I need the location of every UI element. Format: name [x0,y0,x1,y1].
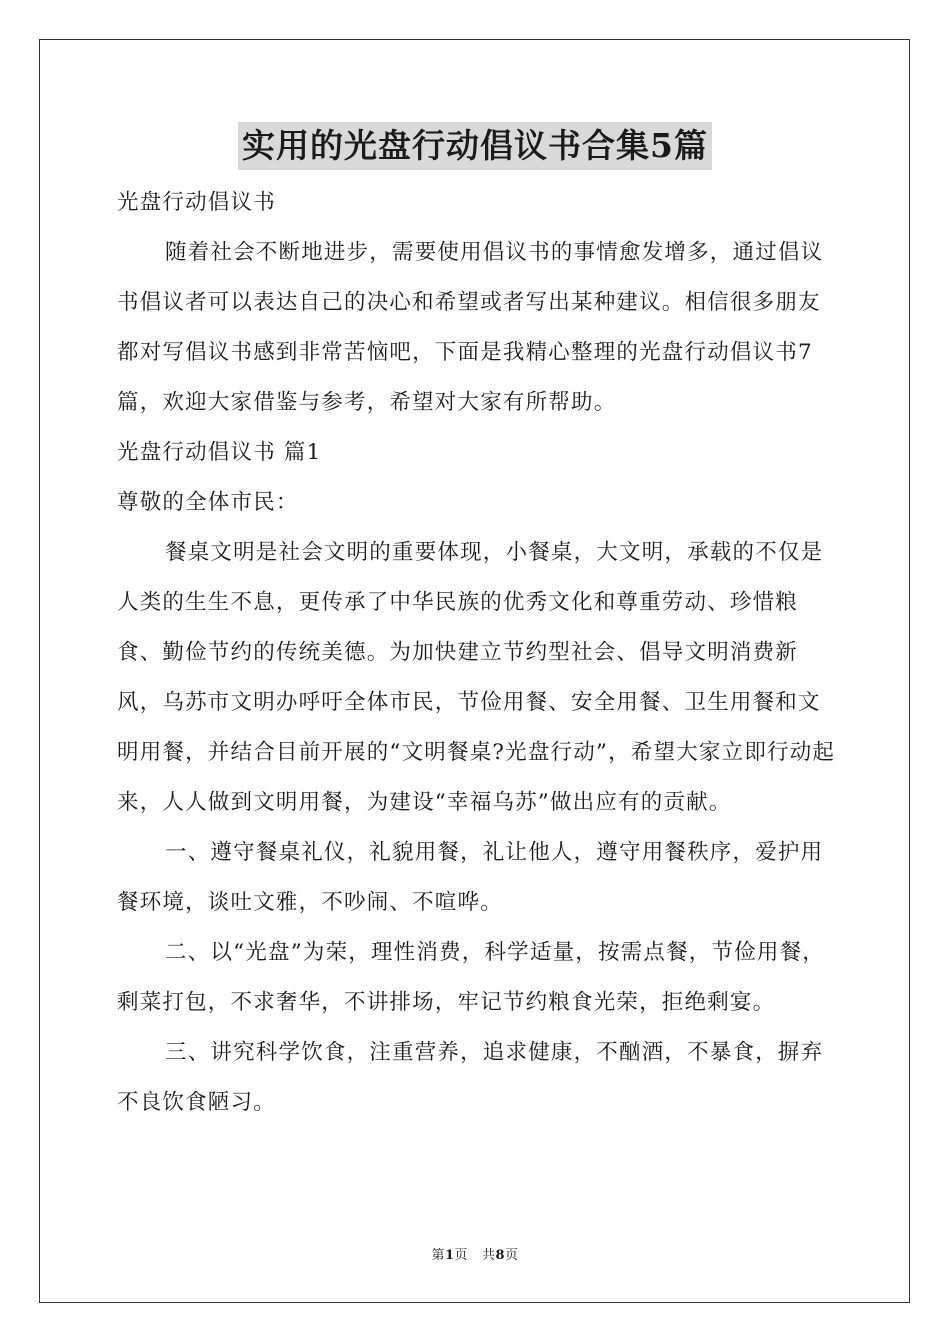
total-pages: 8 [495,1248,506,1263]
point-one: 一、遵守餐桌礼仪，礼貌用餐，礼让他人，遵守用餐秩序，爱护用餐环境，谈吐文雅，不吵闹、不喧哗。 [117,840,824,915]
total-prefix: 共 [481,1248,496,1263]
section-heading: 光盘行动倡议书 [117,190,276,215]
page-footer [0,1246,950,1266]
article-heading: 光盘行动倡议书 篇1 [117,440,322,465]
page-suffix: 页 [454,1248,469,1263]
point-three: 三、讲究科学饮食，注重营养，追求健康，不酗酒，不暴食，摒弃不良饮食陋习。 [117,1040,824,1115]
document-body [117,178,837,1128]
page-prefix: 第 [431,1248,445,1263]
point-two: 二、以“光盘”为荣，理性消费，科学适量，按需点餐，节俭用餐，剩菜打包，不求奢华，不讲排场，牢记节约粮食光荣，拒绝剩宴。 [117,940,825,1015]
body-paragraph: 餐桌文明是社会文明的重要体现，小餐桌，大文明，承载的不仅是人类的生生不息，更传承了中华民族的优秀文化和尊重劳动、珍惜粮食、勤俭节约的传统美德。为加快建立节约型社会、倡导文明消费新风，乌苏市文明办呼吁全体市民，节俭用餐、安全用餐、卫生用餐和文明用餐，并结合目前开展的“文明餐桌?光盘行动”，希望大家立即行动起来，人人做到文明用餐，为建设“幸福乌苏”做出应有的贡献。 [117,540,836,815]
title-container [0,122,950,170]
document-title: 实用的光盘行动倡议书合集5篇 [238,122,712,170]
salutation: 尊敬的全体市民： [117,490,299,515]
intro-paragraph: 随着社会不断地进步，需要使用倡议书的事情愈发增多，通过倡议书倡议者可以表达自己的决心和希望或者写出某种建议。相信很多朋友都对写倡议书感到非常苦恼吧，下面是我精心整理的光盘行动倡议书7篇，欢迎大家借鉴与参考，希望对大家有所帮助。 [117,240,824,415]
total-suffix: 页 [505,1248,519,1263]
page-number: 1 [444,1248,455,1263]
